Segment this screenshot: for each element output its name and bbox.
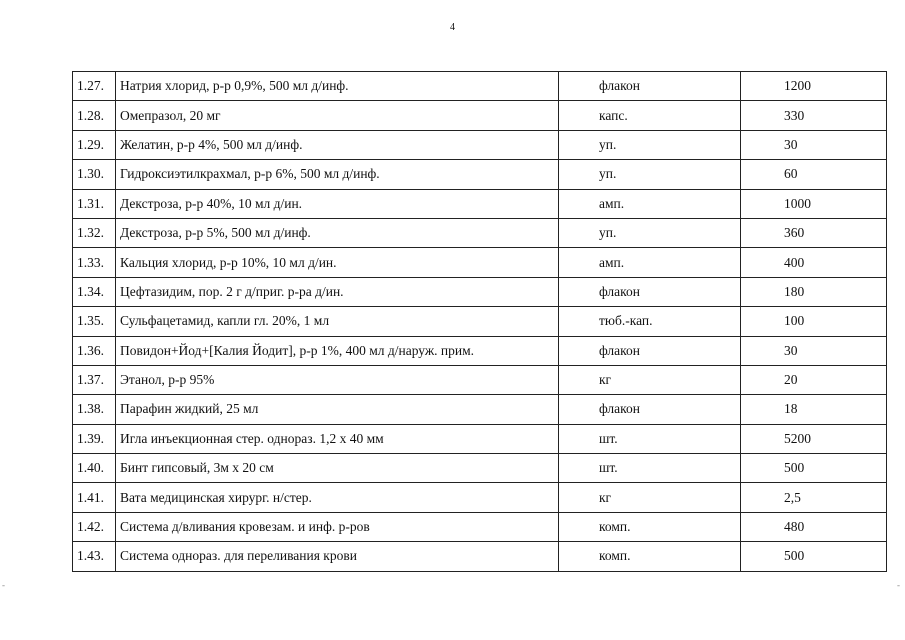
item-quantity: 1200 — [741, 72, 887, 101]
item-name: Парафин жидкий, 25 мл — [116, 395, 559, 424]
item-quantity: 5200 — [741, 424, 887, 453]
item-quantity: 400 — [741, 248, 887, 277]
row-number: 1.40. — [73, 454, 116, 483]
item-quantity: 360 — [741, 218, 887, 247]
items-table — [72, 71, 887, 572]
item-quantity: 30 — [741, 130, 887, 159]
item-quantity: 180 — [741, 277, 887, 306]
item-unit: шт. — [559, 454, 741, 483]
item-quantity: 330 — [741, 101, 887, 130]
item-unit: шт. — [559, 424, 741, 453]
row-number: 1.34. — [73, 277, 116, 306]
item-name: Бинт гипсовый, 3м х 20 см — [116, 454, 559, 483]
item-unit: уп. — [559, 130, 741, 159]
left-edge-mark: - — [2, 580, 5, 590]
item-unit: кг — [559, 365, 741, 394]
table-row — [73, 160, 887, 189]
row-number: 1.38. — [73, 395, 116, 424]
table-row — [73, 483, 887, 512]
item-unit: амп. — [559, 189, 741, 218]
item-name: Гидроксиэтилкрахмал, р-р 6%, 500 мл д/инф. — [116, 160, 559, 189]
item-name: Игла инъекционная стер. однораз. 1,2 х 40 мм — [116, 424, 559, 453]
row-number: 1.30. — [73, 160, 116, 189]
row-number: 1.41. — [73, 483, 116, 512]
item-quantity: 18 — [741, 395, 887, 424]
row-number: 1.35. — [73, 307, 116, 336]
item-unit: уп. — [559, 160, 741, 189]
item-quantity: 2,5 — [741, 483, 887, 512]
row-number: 1.28. — [73, 101, 116, 130]
row-number: 1.42. — [73, 512, 116, 541]
row-number: 1.27. — [73, 72, 116, 101]
item-name: Система однораз. для переливания крови — [116, 542, 559, 571]
item-quantity: 480 — [741, 512, 887, 541]
item-name: Цефтазидим, пор. 2 г д/приг. р-ра д/ин. — [116, 277, 559, 306]
row-number: 1.36. — [73, 336, 116, 365]
item-name: Вата медицинская хирург. н/стер. — [116, 483, 559, 512]
item-unit: кг — [559, 483, 741, 512]
row-number: 1.33. — [73, 248, 116, 277]
items-table-body — [73, 72, 887, 572]
table-row — [73, 101, 887, 130]
item-unit: амп. — [559, 248, 741, 277]
table-row — [73, 336, 887, 365]
table-row — [73, 454, 887, 483]
item-name: Натрия хлорид, р-р 0,9%, 500 мл д/инф. — [116, 72, 559, 101]
table-row — [73, 218, 887, 247]
row-number: 1.32. — [73, 218, 116, 247]
item-unit: флакон — [559, 72, 741, 101]
table-row — [73, 424, 887, 453]
item-unit: тюб.-кап. — [559, 307, 741, 336]
item-quantity: 1000 — [741, 189, 887, 218]
table-row — [73, 365, 887, 394]
item-quantity: 20 — [741, 365, 887, 394]
right-edge-mark: - — [897, 580, 900, 590]
item-unit: капс. — [559, 101, 741, 130]
item-quantity: 100 — [741, 307, 887, 336]
item-name: Омепразол, 20 мг — [116, 101, 559, 130]
row-number: 1.39. — [73, 424, 116, 453]
item-quantity: 60 — [741, 160, 887, 189]
row-number: 1.37. — [73, 365, 116, 394]
item-unit: флакон — [559, 277, 741, 306]
item-name: Этанол, р-р 95% — [116, 365, 559, 394]
item-name: Кальция хлорид, р-р 10%, 10 мл д/ин. — [116, 248, 559, 277]
item-name: Повидон+Йод+[Калия Йодит], р-р 1%, 400 мл д/наруж. прим. — [116, 336, 559, 365]
table-row — [73, 512, 887, 541]
item-name: Сульфацетамид, капли гл. 20%, 1 мл — [116, 307, 559, 336]
item-quantity: 500 — [741, 454, 887, 483]
row-number: 1.29. — [73, 130, 116, 159]
page-number: 4 — [450, 22, 455, 33]
table-row — [73, 189, 887, 218]
item-name: Декстроза, р-р 5%, 500 мл д/инф. — [116, 218, 559, 247]
item-quantity: 500 — [741, 542, 887, 571]
table-row — [73, 130, 887, 159]
row-number: 1.31. — [73, 189, 116, 218]
item-unit: флакон — [559, 336, 741, 365]
item-quantity: 30 — [741, 336, 887, 365]
item-name: Желатин, р-р 4%, 500 мл д/инф. — [116, 130, 559, 159]
item-name: Декстроза, р-р 40%, 10 мл д/ин. — [116, 189, 559, 218]
item-unit: флакон — [559, 395, 741, 424]
row-number: 1.43. — [73, 542, 116, 571]
table-row — [73, 248, 887, 277]
table-row — [73, 72, 887, 101]
item-unit: комп. — [559, 542, 741, 571]
item-unit: комп. — [559, 512, 741, 541]
item-name: Система д/вливания кровезам. и инф. р-ров — [116, 512, 559, 541]
item-unit: уп. — [559, 218, 741, 247]
table-row — [73, 542, 887, 571]
table-row — [73, 395, 887, 424]
table-row — [73, 307, 887, 336]
table-row — [73, 277, 887, 306]
